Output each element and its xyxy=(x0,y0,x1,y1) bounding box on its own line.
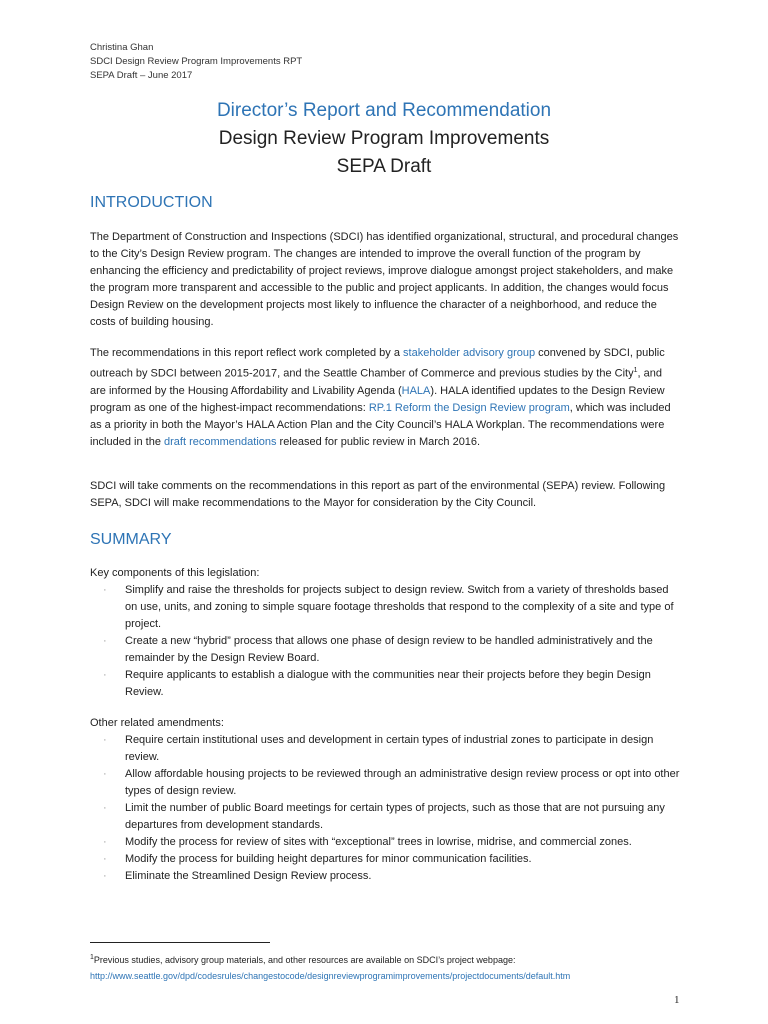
footnote-url-link[interactable]: http://www.seattle.gov/dpd/codesrules/changestocode/designreviewprogramimprovements/projectdocuments/default.htm xyxy=(90,971,571,981)
header-author: Christina Ghan xyxy=(90,42,154,53)
list-item: · Modify the process for building height departures for minor communication facilities. xyxy=(90,851,680,868)
footnote-text: Previous studies, advisory group materials, and other resources are available on SDCI’s project webpage: xyxy=(93,955,516,965)
bullet-icon: · xyxy=(103,853,107,865)
footnote-ref: 1 xyxy=(633,367,638,374)
introduction-heading: INTRODUCTION xyxy=(90,194,213,211)
list-item: · Create a new “hybrid” process that allows one phase of design review to be handled administratively and the remainder by the Design Review Board. xyxy=(103,635,653,664)
stakeholder-advisory-group-link[interactable]: stakeholder advisory group xyxy=(403,347,536,359)
header-doc-title: SDCI Design Review Program Improvements RPT xyxy=(90,56,303,67)
intro-paragraph-1: The Department of Construction and Inspections (SDCI) has identified organizational, structural, and procedural changes to the City’s Design Review program. The changes are intended to improve the overall function of the program by enhancing the efficiency and predictability of project reviews, improve dialogue amongst project stakeholders, and make the program more transparent and accessible to the public and project applicants. In addition, the changes would focus Design Review on the development projects most likely to influence the character of a neighborhood, and reduce the costs of building housing. xyxy=(90,231,679,328)
running-header xyxy=(90,41,302,83)
header-draft-date: SEPA Draft – June 2017 xyxy=(90,70,193,81)
bullet-icon: · xyxy=(103,635,107,647)
key-components-section xyxy=(90,565,680,701)
key-components-list xyxy=(90,582,680,701)
intro-paragraph-3: SDCI will take comments on the recommendations in this report as part of the environmental (SEPA) review. Following SEPA, SDCI will make recommendations to the Mayor for consideration by the City Council. xyxy=(90,480,666,509)
other-amendments-label: Other related amendments: xyxy=(90,717,224,729)
summary-heading: SUMMARY xyxy=(90,531,172,548)
list-item: · Require applicants to establish a dialogue with the communities near their projects before they begin Design Review. xyxy=(103,669,651,698)
page-number: 1 xyxy=(674,994,680,1006)
rp1-reform-link[interactable]: RP.1 Reform the Design Review program xyxy=(368,401,570,414)
list-item: · Allow affordable housing projects to be reviewed through an administrative design review process or opt into other types of design review. xyxy=(103,768,680,797)
intro-paragraph-2: The recommendations in this report reflect work completed by a stakeholder advisory group convened by SDCI, public outreach by SDCI between 2015-2017, and the Seattle Chamber of Commerce and previous studies by the City$^1$, and are informed by the Housing Affordability and Livability Agenda (HALA). HALA identified updates to the Design Review program as one of the highest-impact recommendations: RP.1 Reform the Design Review program, which was included as a priority in both the Mayor’s HALA Action Plan and the City Council’s HALA Workplan. The recommendations were included in the draft recommendations released for public review in March 2016. xyxy=(90,347,671,448)
report-title: Director’s Report and Recommendation xyxy=(216,100,552,121)
document-title-block xyxy=(0,97,768,181)
footnote-marker: 1 xyxy=(90,954,94,961)
footnote xyxy=(90,950,570,984)
other-amendments-section xyxy=(90,715,680,885)
footnote-separator xyxy=(90,942,270,943)
list-item: · Eliminate the Streamlined Design Review process. xyxy=(90,868,680,885)
list-item: · Limit the number of public Board meetings for certain types of projects, such as those that are not pursuing any departures from development standards. xyxy=(103,802,665,831)
list-item: · Modify the process for review of sites with “exceptional” trees in lowrise, midrise, and commercial zones. xyxy=(90,834,680,851)
hala-link[interactable]: HALA xyxy=(401,384,431,397)
bullet-icon: · xyxy=(103,836,107,848)
bullet-icon: · xyxy=(103,768,107,780)
bullet-icon: · xyxy=(103,584,107,596)
report-subtitle: Design Review Program Improvements xyxy=(218,128,550,149)
bullet-icon: · xyxy=(103,669,107,681)
key-components-label: Key components of this legislation: xyxy=(90,567,260,579)
bullet-icon: · xyxy=(103,734,107,746)
draft-recommendations-link[interactable]: draft recommendations xyxy=(164,435,277,448)
report-draft-label: SEPA Draft xyxy=(336,156,432,177)
list-item: · Simplify and raise the thresholds for projects subject to design review. Switch from a variety of thresholds based on use, units, and zoning to simple square footage thresholds that respond to the complexity of a site and type of project. xyxy=(103,584,674,630)
bullet-icon: · xyxy=(103,802,107,814)
other-amendments-list xyxy=(90,732,680,885)
bullet-icon: · xyxy=(103,870,107,882)
list-item: · Require certain institutional uses and development in certain types of industrial zones to participate in design review. xyxy=(103,734,654,763)
